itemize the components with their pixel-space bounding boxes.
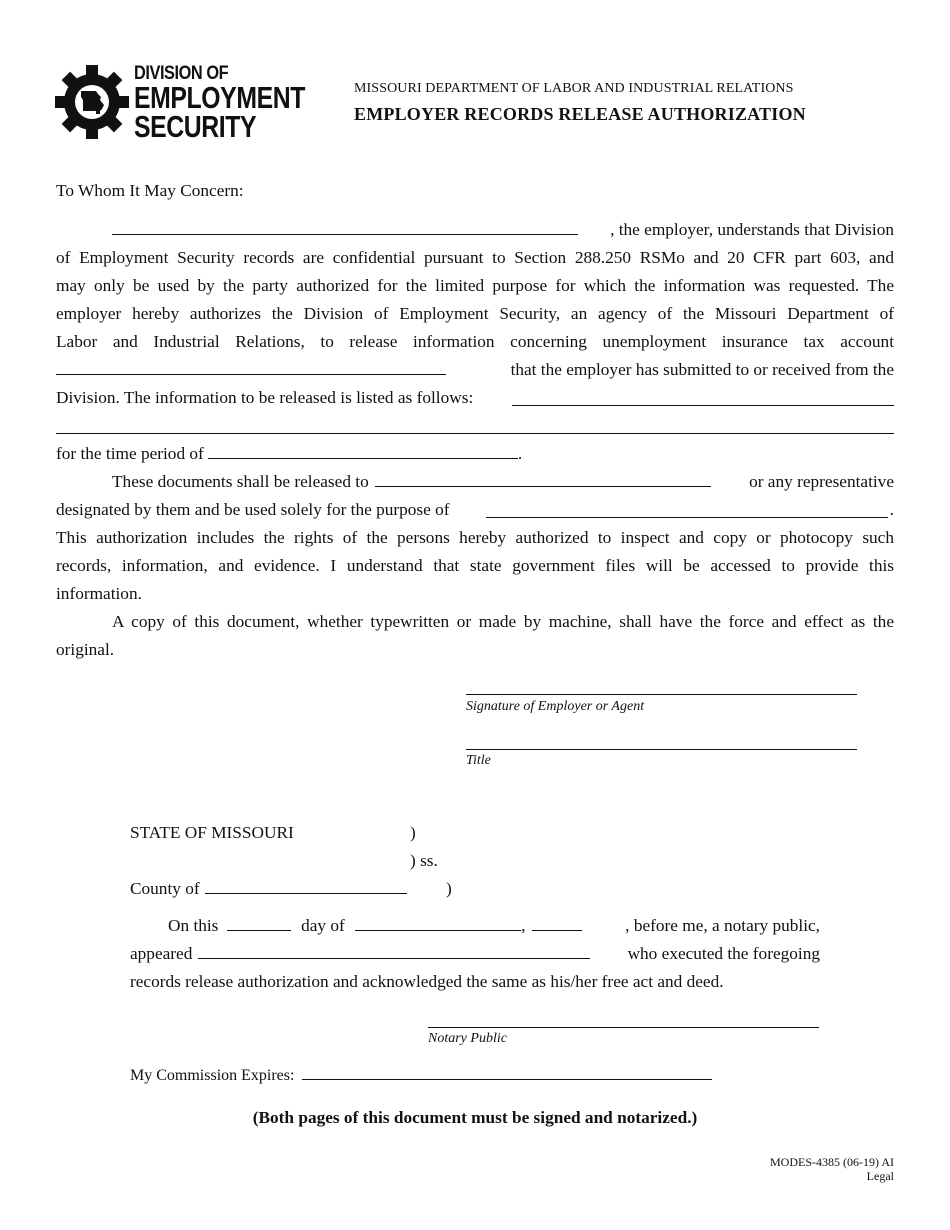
notary-caption: Notary Public: [428, 1031, 507, 1046]
paragraph-1-line-1: , the employer, understands that Division: [56, 220, 894, 240]
employer-signature-caption: Signature of Employer or Agent: [466, 699, 645, 714]
commission-expires-field[interactable]: [302, 1065, 712, 1080]
day-field[interactable]: [227, 916, 291, 931]
month-field[interactable]: [355, 916, 521, 931]
paragraph-1-line-4: employer hereby authorizes the Division of Employment Security, an agency of the Missouri Department of: [56, 304, 894, 323]
state-of-missouri: STATE OF MISSOURI: [130, 823, 294, 842]
county-field[interactable]: [205, 879, 407, 894]
released-to-field[interactable]: [375, 472, 711, 487]
paragraph-2-line-1: These documents shall be released to or any representative: [112, 472, 894, 491]
form-size: Legal: [866, 1169, 894, 1183]
title-line[interactable]: [466, 749, 857, 750]
year-field[interactable]: [532, 916, 582, 931]
county-paren: ): [446, 879, 452, 898]
paragraph-3-line-1: A copy of this document, whether typewritten or made by machine, shall have the force and effect as the: [112, 612, 894, 631]
paragraph-1-line-2: of Employment Security records are confidential pursuant to Section 288.250 RSMo and 20 CFR part 603, and: [56, 248, 894, 267]
state-paren: ): [410, 823, 416, 842]
paragraph-3-line-2: original.: [56, 640, 115, 659]
title-caption: Title: [466, 753, 491, 768]
division-logo: [54, 62, 329, 142]
notary-signature-line[interactable]: [428, 1027, 819, 1028]
logo-text-employment: EMPLOYMENT: [134, 80, 305, 115]
logo-text-division-of: DIVISION OF: [134, 63, 229, 84]
time-period-field[interactable]: [208, 444, 518, 459]
ss-marker: ) ss.: [410, 851, 438, 870]
paragraph-1-line-7: Division. The information to be released is listed as follows:: [56, 388, 894, 408]
county-line: County of: [130, 879, 407, 899]
form-title: EMPLOYER RECORDS RELEASE AUTHORIZATION: [354, 104, 806, 124]
paragraph-1-line-3: may only be used by the party authorized for the limited purpose for which the information was requested. The: [56, 276, 894, 295]
department-name: MISSOURI DEPARTMENT OF LABOR AND INDUSTRIAL RELATIONS: [354, 81, 794, 96]
tax-account-field[interactable]: [56, 360, 446, 375]
information-released-field[interactable]: [512, 391, 894, 406]
commission-expires: My Commission Expires:: [130, 1065, 712, 1085]
form-number: [770, 1155, 894, 1183]
employer-signature-line[interactable]: [466, 694, 857, 695]
paragraph-2-line-3: This authorization includes the rights of the persons hereby authorized to inspect and copy or photocopy such: [56, 528, 894, 547]
paragraph-1-line-6: that the employer has submitted to or received from the: [56, 360, 894, 380]
paragraph-2-line-5: information.: [56, 584, 142, 603]
logo-text-security: SECURITY: [134, 109, 257, 144]
form-number-code: MODES-4385 (06-19) AI: [770, 1155, 894, 1169]
purpose-field[interactable]: [486, 503, 888, 518]
notary-line-1: On this day of , , before me, a notary public,: [168, 916, 820, 935]
gear-missouri-icon: [54, 64, 130, 140]
signature-requirement-note: (Both pages of this document must be signed and notarized.): [252, 1108, 698, 1127]
greeting: To Whom It May Concern:: [56, 181, 244, 200]
paragraph-1-line-5: Labor and Industrial Relations, to release information concerning unemployment insurance tax account: [56, 332, 894, 351]
notary-line-2: appeared who executed the foregoing: [130, 944, 820, 963]
employer-name-field[interactable]: [112, 220, 578, 235]
notary-line-3: records release authorization and acknowledged the same as his/her free act and deed.: [130, 972, 724, 991]
information-released-field-line-2[interactable]: [56, 433, 894, 434]
paragraph-2-line-4: records, information, and evidence. I understand that state government files will be accessed to provide this: [56, 556, 894, 575]
paragraph-1-line-9: for the time period of .: [56, 444, 523, 463]
appeared-name-field[interactable]: [198, 944, 590, 959]
paragraph-2-line-2: designated by them and be used solely for the purpose of .: [56, 500, 894, 519]
